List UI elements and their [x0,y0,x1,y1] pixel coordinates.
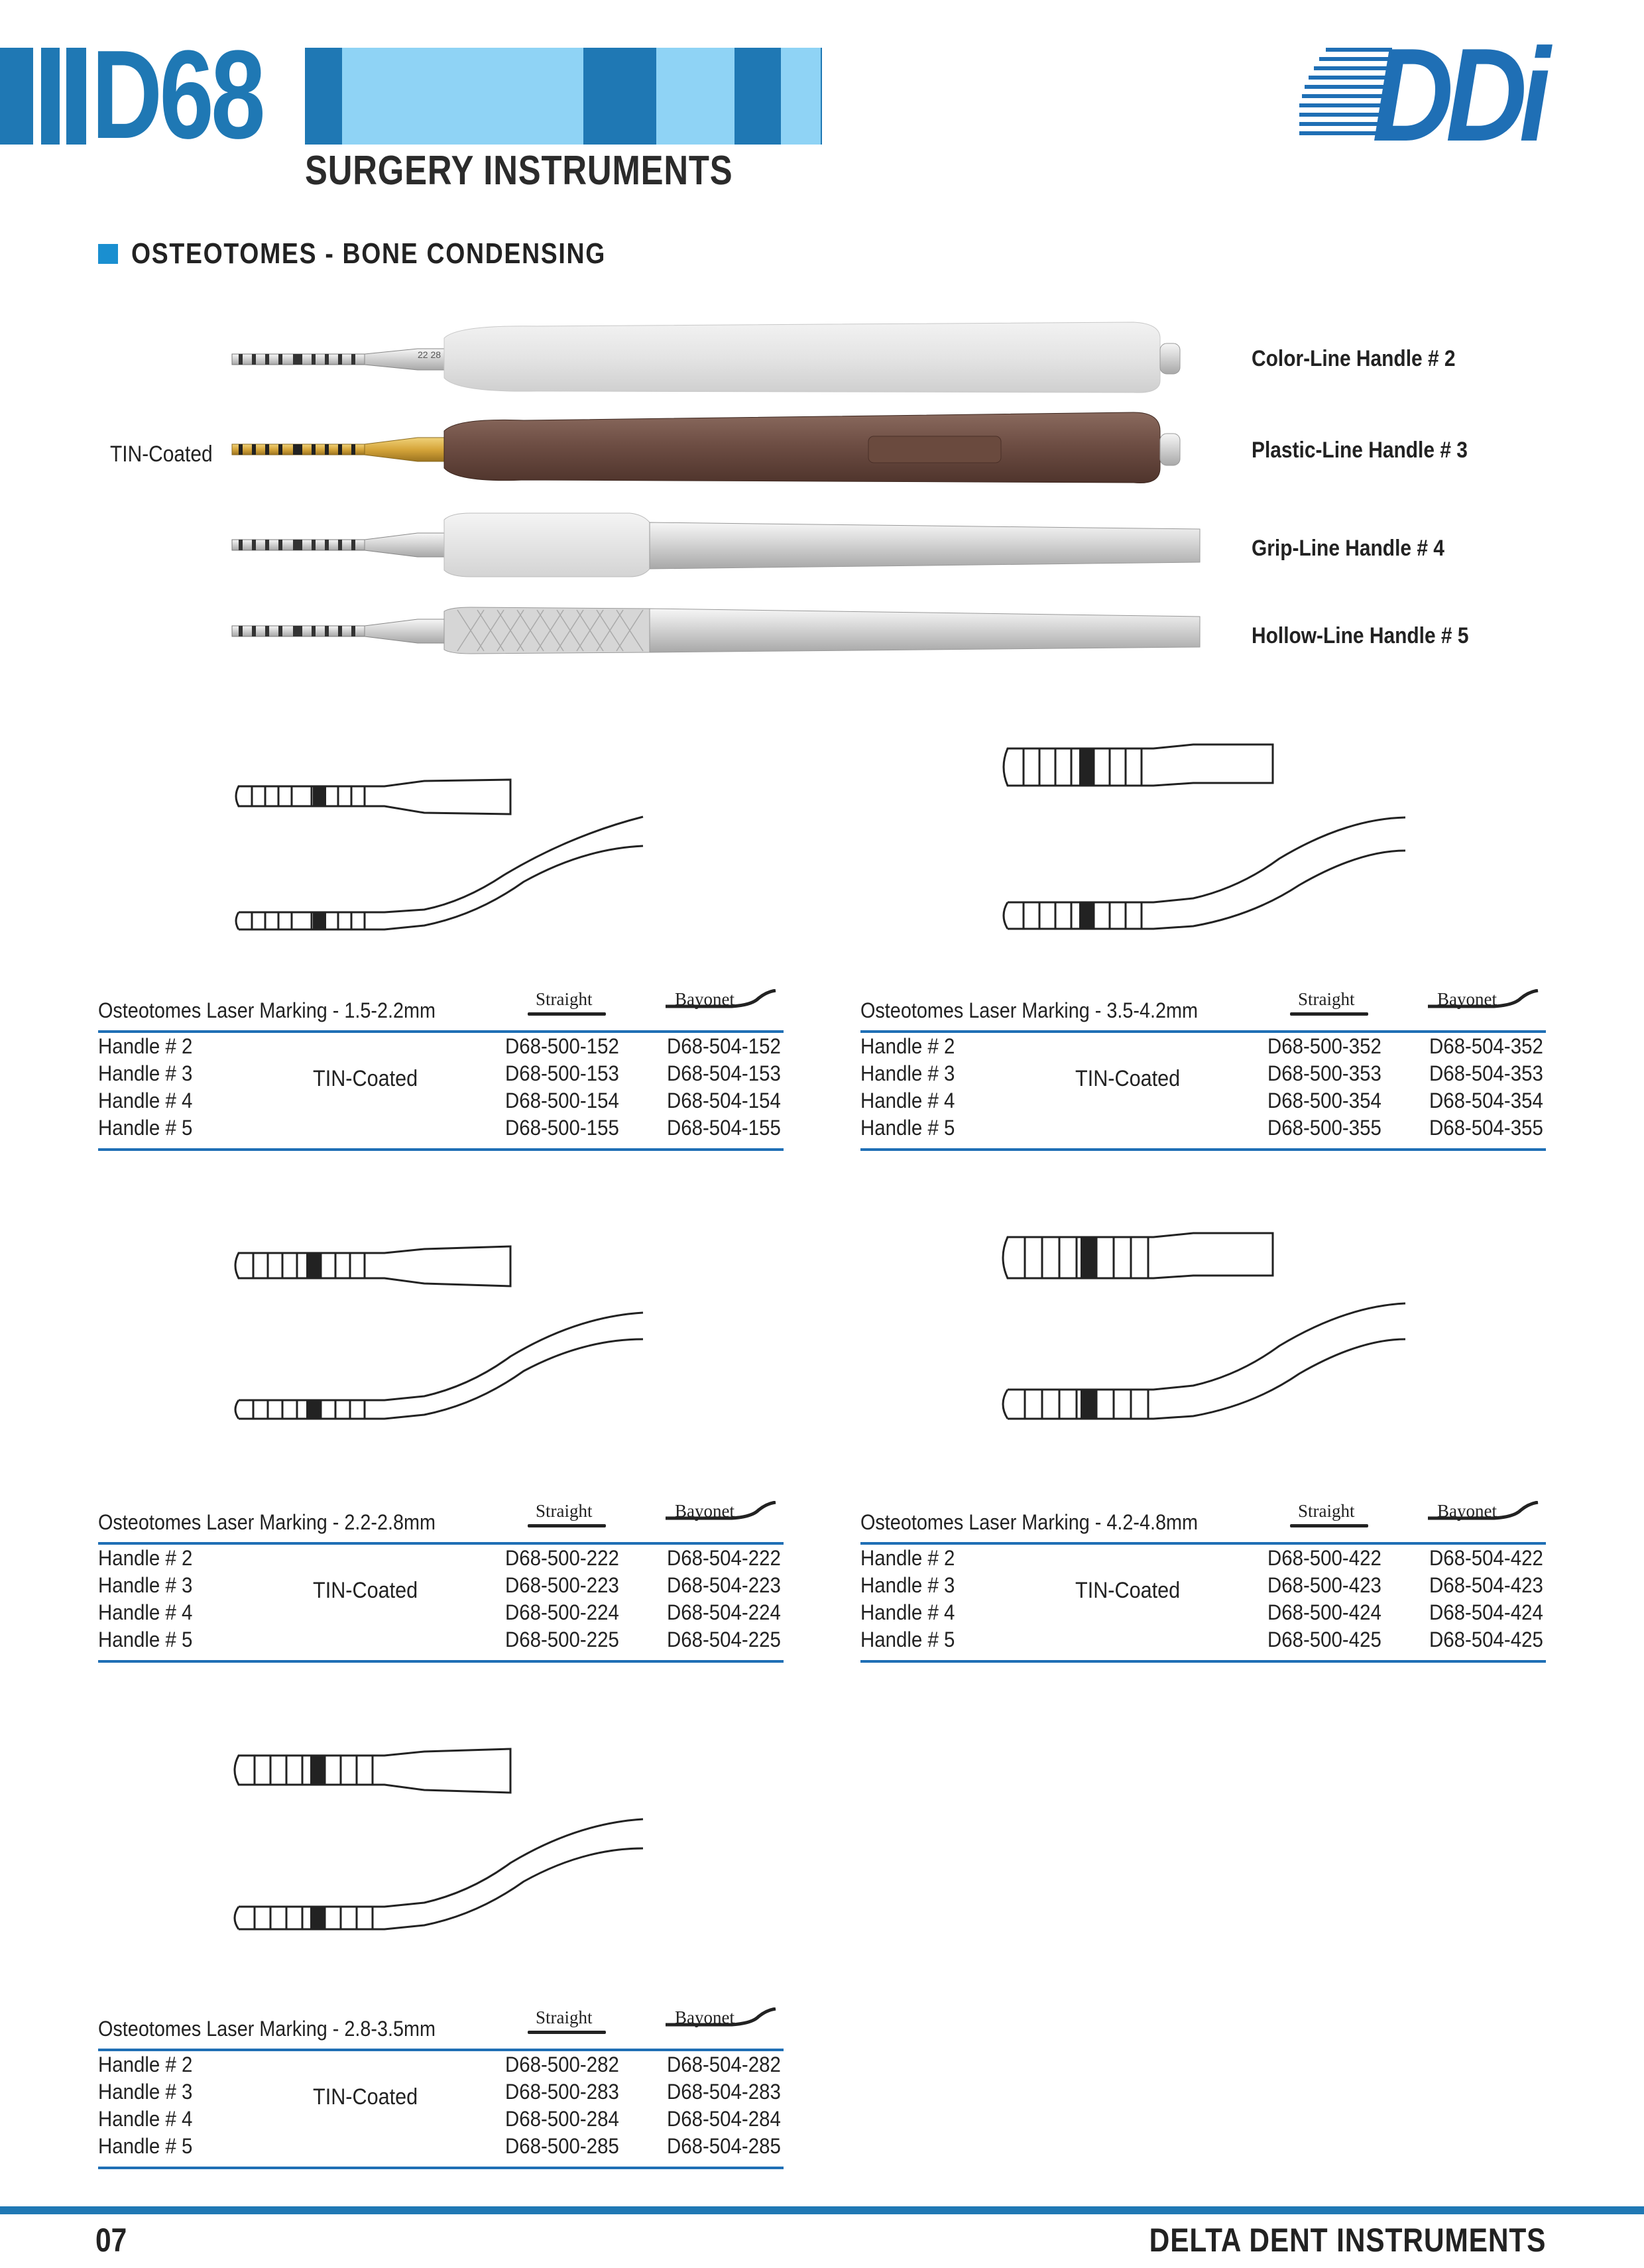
bayonet-icon [666,989,778,1009]
section-title: OSTEOTOMES - BONE CONDENSING [131,237,607,270]
table-rule [98,1542,784,1545]
bayonet-icon [666,2007,778,2027]
tin-coated-note: TIN-Coated [313,1578,418,1603]
table-rule [98,1660,784,1663]
table-rule [860,1660,1546,1663]
osteotome-drawing-4.2-4.8 [994,1226,1432,1432]
table-2.8-3.5: Osteotomes Laser Marking - 2.8-3.5mm Straight Bayonet Handle # 2 D68-500-282 D68-504-282 Handle # 3 D68-500-283 D68-504-283 Handle # 4 D68-500-284 D68-504-284 Handle # 5 D68-500-285 D68-504-285 TIN-Coated [98,2017,784,2176]
bayonet-icon [1428,1501,1541,1521]
tin-coated-note: TIN-Coated [313,1066,418,1091]
tin-coated-label: TIN-Coated [110,442,213,467]
col-bayonet: Bayonet [1437,989,1497,1010]
tin-coated-note: TIN-Coated [1075,1066,1181,1091]
col-straight: Straight [1298,989,1370,1018]
table-rule [860,1030,1546,1033]
band-stripe [583,48,656,145]
straight-icon [528,1522,607,1529]
section-heading [98,237,689,270]
table-title: Osteotomes Laser Marking - 2.2-2.8mm [98,1510,436,1534]
col-straight: Straight [536,989,607,1018]
band-stripe [342,48,444,145]
col-bayonet: Bayonet [1437,1501,1497,1522]
band-stripe [781,48,821,145]
plastic-line-handle-3 [232,412,1180,483]
straight-icon [1290,1522,1370,1529]
page-number: 07 [95,2222,127,2259]
straight-icon [528,1010,607,1018]
osteotome-drawing-2.8-3.5 [225,1737,663,1936]
table-rule [860,1148,1546,1151]
bayonet-icon [1428,989,1541,1009]
straight-icon [528,2028,607,2036]
tin-coated-note: TIN-Coated [313,2084,418,2110]
table-title: Osteotomes Laser Marking - 1.5-2.2mm [98,998,436,1022]
band-stripe [444,48,583,145]
band-stripe [734,48,781,145]
col-bayonet: Bayonet [675,1501,734,1522]
table-rule [98,1148,784,1151]
table-title: Osteotomes Laser Marking - 4.2-4.8mm [860,1510,1198,1534]
col-straight: Straight [1298,1501,1370,1529]
osteotome-handles-illustration [219,312,1213,670]
band-stripe [656,48,734,145]
table-title: Osteotomes Laser Marking - 2.8-3.5mm [98,2017,436,2041]
handle-label-3: Plastic-Line Handle # 3 [1252,438,1468,463]
band-stripe [821,48,822,145]
bayonet-icon [666,1501,778,1521]
hollow-line-handle-5 [232,607,1200,654]
catalog-code: D68 [91,25,263,165]
table-4.2-4.8: Osteotomes Laser Marking - 4.2-4.8mm Straight Bayonet Handle # 2 D68-500-422 D68-504-422 Handle # 3 D68-500-423 D68-504-423 Handle # 4 D68-500-424 D68-504-424 Handle # 5 D68-500-425 D68-504-425 TIN-Coated [860,1510,1546,1669]
page-subtitle: SURGERY INSTRUMENTS [305,148,733,194]
table-rule [98,2049,784,2051]
col-straight: Straight [536,2007,607,2036]
svg-text:22 28: 22 28 [418,349,441,360]
table-rule [98,1030,784,1033]
col-straight: Straight [536,1501,607,1529]
osteotome-drawing-1.5-2.2 [225,769,663,941]
tin-coated-note: TIN-Coated [1075,1578,1181,1603]
handle-label-5: Hollow-Line Handle # 5 [1252,623,1469,648]
table-title: Osteotomes Laser Marking - 3.5-4.2mm [860,998,1198,1022]
logo-text: DDi [1372,21,1543,169]
col-bayonet: Bayonet [675,989,734,1010]
table-2.2-2.8: Osteotomes Laser Marking - 2.2-2.8mm Straight Bayonet Handle # 2 D68-500-222 D68-504-222 Handle # 3 D68-500-223 D68-504-223 Handle # 4 D68-500-224 D68-504-224 Handle # 5 D68-500-225 D68-504-225 TIN-Coated [98,1510,784,1669]
table-1.5-2.2: Osteotomes Laser Marking - 1.5-2.2mm Straight Bayonet Handle # 2 D68-500-152 D68-504-152 Handle # 3 D68-500-153 D68-504-153 Handle # 4 D68-500-154 D68-504-154 Handle # 5 D68-500-155 D68-504-155 TIN-Coated [98,998,784,1158]
osteotome-drawing-3.5-4.2 [994,739,1432,945]
table-rule [98,2167,784,2169]
grip-line-handle-4 [232,513,1200,577]
band-stripe [41,48,60,145]
straight-icon [1290,1010,1370,1018]
bullet-square-icon [98,244,118,264]
table-3.5-4.2: Osteotomes Laser Marking - 3.5-4.2mm Straight Bayonet Handle # 2 D68-500-352 D68-504-352 Handle # 3 D68-500-353 D68-504-353 Handle # 4 D68-500-354 D68-504-354 Handle # 5 D68-500-355 D68-504-355 TIN-Coated [860,998,1546,1158]
table-rule [860,1542,1546,1545]
handle-label-4: Grip-Line Handle # 4 [1252,536,1444,561]
band-stripe [0,48,33,145]
col-bayonet: Bayonet [675,2007,734,2028]
band-stripe [305,48,342,145]
color-line-handle-2 [232,322,1180,392]
osteotome-drawing-2.2-2.8 [225,1233,663,1425]
handle-label-2: Color-Line Handle # 2 [1252,346,1456,371]
band-stripe [66,48,86,145]
footer-rule [0,2206,1644,2214]
company-name: DELTA DENT INSTRUMENTS [1149,2222,1546,2259]
